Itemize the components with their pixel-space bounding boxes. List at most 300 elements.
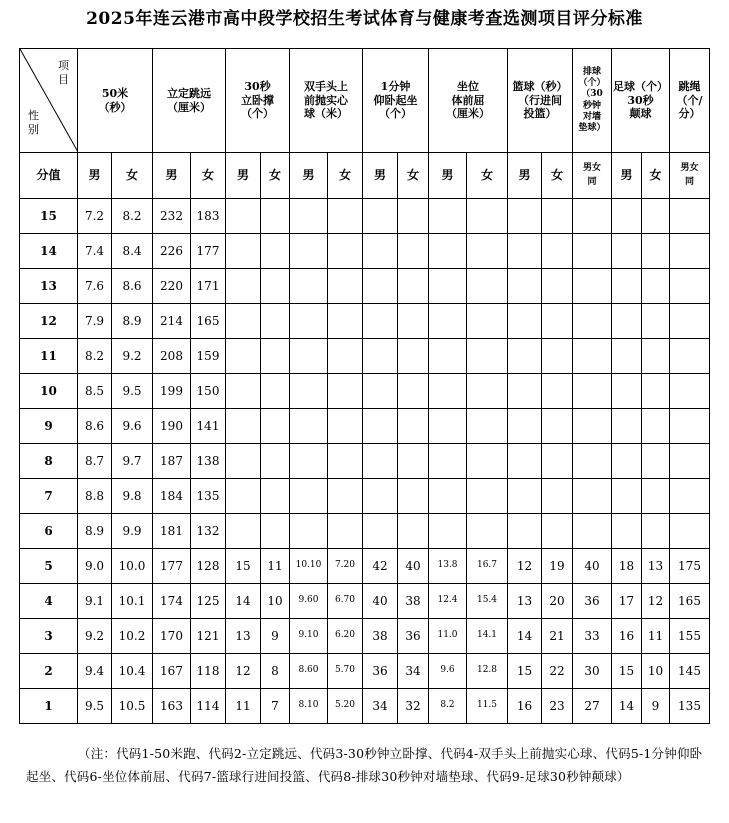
table-cell: 9.8: [112, 479, 153, 514]
table-cell: 9.6: [112, 409, 153, 444]
table-cell: 9.9: [112, 514, 153, 549]
header-long-jump: 立定跳远 （厘米）: [153, 49, 226, 153]
table-cell: 121: [191, 619, 226, 654]
table-cell: 9.60: [290, 584, 328, 619]
subheader-row: [20, 153, 710, 199]
table-cell: [328, 339, 363, 374]
gender-female: 女: [261, 153, 290, 199]
page-title: 2025年连云港市高中段学校招生考试体育与健康考查选测项目评分标准: [86, 9, 643, 29]
table-cell: 14: [226, 584, 261, 619]
table-cell: 38: [363, 619, 398, 654]
header-volleyball: 排球 （个） （30 秒钟 对墙 垫球）: [573, 49, 612, 153]
gender-male: 男: [226, 153, 261, 199]
table-cell: [573, 339, 612, 374]
table-row: [20, 234, 710, 269]
table-cell: [670, 374, 710, 409]
table-cell: [290, 234, 328, 269]
table-cell: [508, 409, 542, 444]
table-cell: 8.2: [429, 689, 467, 724]
table-cell: [612, 339, 642, 374]
table-cell: [429, 374, 467, 409]
score-label: 分值: [20, 153, 78, 199]
table-cell: [398, 374, 429, 409]
table-cell: 20: [542, 584, 573, 619]
table-cell: 9.2: [112, 339, 153, 374]
table-cell: 220: [153, 269, 191, 304]
table-cell: [612, 304, 642, 339]
table-cell: [261, 199, 290, 234]
table-cell: [429, 514, 467, 549]
table-cell: 9.7: [112, 444, 153, 479]
table-cell: [429, 444, 467, 479]
table-cell: [573, 199, 612, 234]
table-cell: 22: [542, 654, 573, 689]
header-sit-reach: 坐位 体前屈 （厘米）: [429, 49, 508, 153]
table-cell: 36: [573, 584, 612, 619]
gender-both: 男女 同: [573, 153, 612, 199]
table-cell: 13: [642, 549, 670, 584]
table-cell: 16: [612, 619, 642, 654]
table-cell: [290, 374, 328, 409]
table-cell: [467, 269, 508, 304]
header-50m: 50米 （秒）: [78, 49, 153, 153]
header-jump-rope: 跳绳 （个/ 分）: [670, 49, 710, 153]
table-cell: [429, 234, 467, 269]
table-cell: [612, 199, 642, 234]
table-cell: 214: [153, 304, 191, 339]
table-cell: 16.7: [467, 549, 508, 584]
table-cell: [573, 444, 612, 479]
table-cell: 8.2: [78, 339, 112, 374]
table-cell: 5.20: [328, 689, 363, 724]
table-cell: [398, 444, 429, 479]
table-cell: [328, 304, 363, 339]
table-cell: 135: [670, 689, 710, 724]
table-cell: [290, 269, 328, 304]
table-cell: [573, 374, 612, 409]
table-cell: 5.70: [328, 654, 363, 689]
table-cell: [642, 234, 670, 269]
table-cell: [398, 199, 429, 234]
table-cell: [398, 479, 429, 514]
table-cell: [612, 444, 642, 479]
table-cell: [398, 514, 429, 549]
table-cell: [363, 234, 398, 269]
table-cell: [508, 234, 542, 269]
table-cell: [467, 409, 508, 444]
table-cell: [542, 479, 573, 514]
table-row: [20, 689, 710, 724]
table-cell: [398, 304, 429, 339]
table-cell: [612, 514, 642, 549]
table-cell: 8.4: [112, 234, 153, 269]
table-cell: [290, 409, 328, 444]
table-row: [20, 479, 710, 514]
table-cell: [542, 199, 573, 234]
table-cell: [467, 479, 508, 514]
table-cell: 10.10: [290, 549, 328, 584]
score-value: 4: [20, 584, 78, 619]
table-row: [20, 619, 710, 654]
score-value: 11: [20, 339, 78, 374]
table-cell: 155: [670, 619, 710, 654]
table-cell: [467, 444, 508, 479]
table-cell: 40: [363, 584, 398, 619]
table-cell: 21: [542, 619, 573, 654]
table-cell: [226, 409, 261, 444]
table-cell: 11: [226, 689, 261, 724]
footnote: [26, 742, 706, 788]
table-cell: 163: [153, 689, 191, 724]
table-cell: 199: [153, 374, 191, 409]
table-cell: [612, 479, 642, 514]
table-cell: [290, 339, 328, 374]
table-cell: [261, 234, 290, 269]
table-cell: [261, 339, 290, 374]
table-cell: [363, 374, 398, 409]
table-cell: [508, 339, 542, 374]
table-cell: [542, 374, 573, 409]
table-cell: [542, 304, 573, 339]
table-cell: [429, 479, 467, 514]
table-cell: [261, 444, 290, 479]
corner-item-label: 项 目: [58, 59, 69, 87]
table-cell: 14: [508, 619, 542, 654]
table-cell: [226, 479, 261, 514]
table-cell: 9.4: [78, 654, 112, 689]
table-cell: 177: [153, 549, 191, 584]
table-cell: 10.2: [112, 619, 153, 654]
table-cell: [429, 339, 467, 374]
table-cell: [542, 339, 573, 374]
table-cell: 7.2: [78, 199, 112, 234]
table-cell: 9.5: [112, 374, 153, 409]
table-cell: [226, 269, 261, 304]
table-cell: [363, 479, 398, 514]
table-cell: 34: [398, 654, 429, 689]
table-cell: 8.6: [112, 269, 153, 304]
table-cell: [542, 444, 573, 479]
table-cell: [508, 479, 542, 514]
table-cell: [363, 339, 398, 374]
header-basketball: 篮球（秒） （行进间 投篮）: [508, 49, 573, 153]
score-value: 13: [20, 269, 78, 304]
table-cell: [363, 444, 398, 479]
table-cell: 183: [191, 199, 226, 234]
table-cell: [429, 269, 467, 304]
table-cell: 12: [642, 584, 670, 619]
table-cell: [363, 514, 398, 549]
table-cell: [226, 199, 261, 234]
table-cell: [290, 304, 328, 339]
header-situp: 1分钟 仰卧起坐 （个）: [363, 49, 429, 153]
table-cell: 36: [398, 619, 429, 654]
table-cell: 7.6: [78, 269, 112, 304]
table-cell: 159: [191, 339, 226, 374]
table-cell: 150: [191, 374, 226, 409]
table-cell: [226, 374, 261, 409]
table-cell: 184: [153, 479, 191, 514]
table-cell: [261, 374, 290, 409]
gender-male: 男: [363, 153, 398, 199]
score-value: 5: [20, 549, 78, 584]
table-cell: [670, 304, 710, 339]
table-cell: [508, 514, 542, 549]
table-row: [20, 199, 710, 234]
table-cell: [261, 479, 290, 514]
table-cell: [670, 444, 710, 479]
table-cell: [573, 514, 612, 549]
table-cell: 141: [191, 409, 226, 444]
table-cell: 167: [153, 654, 191, 689]
gender-male: 男: [290, 153, 328, 199]
table-cell: 232: [153, 199, 191, 234]
score-value: 2: [20, 654, 78, 689]
table-cell: 125: [191, 584, 226, 619]
table-cell: 9.10: [290, 619, 328, 654]
table-cell: 8: [261, 654, 290, 689]
table-cell: [573, 304, 612, 339]
table-cell: 40: [573, 549, 612, 584]
table-cell: [328, 514, 363, 549]
table-cell: 11.5: [467, 689, 508, 724]
table-cell: [226, 444, 261, 479]
table-cell: 135: [191, 479, 226, 514]
table-cell: 7.9: [78, 304, 112, 339]
table-cell: 6.70: [328, 584, 363, 619]
table-cell: 10.0: [112, 549, 153, 584]
table-cell: [363, 409, 398, 444]
table-cell: 30: [573, 654, 612, 689]
table-cell: 165: [670, 584, 710, 619]
table-cell: 15: [612, 654, 642, 689]
table-cell: 36: [363, 654, 398, 689]
table-row: [20, 374, 710, 409]
footnote-text: （注：代码1-50米跑、代码2-立定跳远、代码3-30秒钟立卧撑、代码4-双手头上前抛实心球、代码5-1分钟仰卧起坐、代码6-坐位体前屈、代码7-篮球行进间投篮、代码8-排球30秒钟对墙垫球、代码9-足球30秒钟颠球）: [26, 746, 703, 784]
table-cell: [226, 514, 261, 549]
gender-female: 女: [642, 153, 670, 199]
table-cell: [642, 199, 670, 234]
gender-female: 女: [191, 153, 226, 199]
table-cell: [328, 234, 363, 269]
table-row: [20, 409, 710, 444]
gender-female: 女: [328, 153, 363, 199]
scoring-table: [19, 48, 710, 724]
table-cell: [542, 409, 573, 444]
table-cell: [642, 514, 670, 549]
table-cell: 9.2: [78, 619, 112, 654]
table-cell: [467, 234, 508, 269]
table-cell: 13.8: [429, 549, 467, 584]
table-cell: [670, 234, 710, 269]
table-cell: 14: [612, 689, 642, 724]
table-cell: 165: [191, 304, 226, 339]
table-cell: [261, 269, 290, 304]
gender-both: 男女 同: [670, 153, 710, 199]
table-cell: [328, 444, 363, 479]
table-cell: 190: [153, 409, 191, 444]
table-cell: 9.6: [429, 654, 467, 689]
table-cell: 8.7: [78, 444, 112, 479]
table-cell: [398, 339, 429, 374]
table-cell: 12.8: [467, 654, 508, 689]
table-cell: 138: [191, 444, 226, 479]
table-cell: 11: [261, 549, 290, 584]
table-cell: [642, 304, 670, 339]
table-cell: 11: [642, 619, 670, 654]
score-value: 9: [20, 409, 78, 444]
table-cell: [429, 409, 467, 444]
score-value: 6: [20, 514, 78, 549]
table-cell: [508, 444, 542, 479]
gender-female: 女: [542, 153, 573, 199]
table-row: [20, 549, 710, 584]
table-cell: [642, 339, 670, 374]
score-value: 7: [20, 479, 78, 514]
table-cell: 15: [226, 549, 261, 584]
table-cell: 6.20: [328, 619, 363, 654]
table-cell: 13: [508, 584, 542, 619]
gender-male: 男: [612, 153, 642, 199]
table-cell: 11.0: [429, 619, 467, 654]
table-cell: 12.4: [429, 584, 467, 619]
corner-cell: [20, 49, 78, 153]
table-row: [20, 514, 710, 549]
table-cell: 14.1: [467, 619, 508, 654]
table-cell: 16: [508, 689, 542, 724]
table-cell: [398, 234, 429, 269]
table-cell: 8.8: [78, 479, 112, 514]
table-cell: [467, 304, 508, 339]
header-burpee: 30秒 立卧撑 （个）: [226, 49, 290, 153]
score-value: 10: [20, 374, 78, 409]
table-cell: [226, 234, 261, 269]
table-cell: 42: [363, 549, 398, 584]
table-cell: [612, 269, 642, 304]
table-cell: 8.6: [78, 409, 112, 444]
table-cell: 8.2: [112, 199, 153, 234]
table-cell: [226, 339, 261, 374]
table-cell: [612, 409, 642, 444]
table-cell: 18: [612, 549, 642, 584]
table-cell: [542, 234, 573, 269]
table-cell: [573, 234, 612, 269]
gender-male: 男: [429, 153, 467, 199]
table-cell: [290, 514, 328, 549]
table-cell: [328, 409, 363, 444]
table-cell: 177: [191, 234, 226, 269]
table-cell: [670, 269, 710, 304]
table-cell: [467, 514, 508, 549]
score-value: 12: [20, 304, 78, 339]
table-cell: 23: [542, 689, 573, 724]
table-cell: 27: [573, 689, 612, 724]
table-cell: 7: [261, 689, 290, 724]
table-cell: [429, 304, 467, 339]
table-cell: [670, 199, 710, 234]
table-cell: [642, 444, 670, 479]
table-cell: 171: [191, 269, 226, 304]
table-cell: 9.5: [78, 689, 112, 724]
table-row: [20, 654, 710, 689]
table-cell: [508, 304, 542, 339]
table-cell: [261, 514, 290, 549]
table-cell: 33: [573, 619, 612, 654]
gender-female: 女: [112, 153, 153, 199]
table-cell: 8.9: [112, 304, 153, 339]
table-cell: [573, 479, 612, 514]
table-cell: 8.10: [290, 689, 328, 724]
table-cell: 17: [612, 584, 642, 619]
table-cell: 10.4: [112, 654, 153, 689]
table-cell: 10: [642, 654, 670, 689]
table-cell: 208: [153, 339, 191, 374]
table-cell: [261, 304, 290, 339]
table-cell: [542, 269, 573, 304]
table-cell: [467, 339, 508, 374]
corner-gender-label: 性 别: [28, 109, 39, 137]
table-cell: [612, 374, 642, 409]
table-row: [20, 584, 710, 619]
table-cell: [508, 199, 542, 234]
table-cell: 10: [261, 584, 290, 619]
table-cell: 10.1: [112, 584, 153, 619]
table-cell: 170: [153, 619, 191, 654]
table-cell: 145: [670, 654, 710, 689]
table-cell: 15: [508, 654, 542, 689]
table-cell: 9.1: [78, 584, 112, 619]
table-row: [20, 339, 710, 374]
table-cell: [328, 479, 363, 514]
table-cell: 181: [153, 514, 191, 549]
table-cell: 40: [398, 549, 429, 584]
table-row: [20, 269, 710, 304]
table-cell: [508, 269, 542, 304]
table-cell: 132: [191, 514, 226, 549]
table-cell: [328, 269, 363, 304]
table-cell: [363, 269, 398, 304]
table-cell: [642, 479, 670, 514]
table-cell: 174: [153, 584, 191, 619]
table-row: [20, 444, 710, 479]
table-cell: 7.20: [328, 549, 363, 584]
table-cell: [398, 409, 429, 444]
table-cell: 13: [226, 619, 261, 654]
table-cell: 8.9: [78, 514, 112, 549]
table-cell: 38: [398, 584, 429, 619]
score-value: 3: [20, 619, 78, 654]
table-cell: [261, 409, 290, 444]
table-cell: 32: [398, 689, 429, 724]
table-cell: [467, 199, 508, 234]
table-cell: [573, 409, 612, 444]
table-cell: 12: [508, 549, 542, 584]
table-cell: 175: [670, 549, 710, 584]
score-value: 14: [20, 234, 78, 269]
table-cell: 8.5: [78, 374, 112, 409]
table-cell: 114: [191, 689, 226, 724]
gender-female: 女: [467, 153, 508, 199]
table-cell: [226, 304, 261, 339]
table-cell: 187: [153, 444, 191, 479]
table-cell: 15.4: [467, 584, 508, 619]
table-cell: [642, 269, 670, 304]
table-cell: 9: [261, 619, 290, 654]
table-cell: [429, 199, 467, 234]
table-cell: [328, 374, 363, 409]
header-ball-throw: 双手头上 前抛实心 球（米）: [290, 49, 363, 153]
table-cell: [670, 479, 710, 514]
